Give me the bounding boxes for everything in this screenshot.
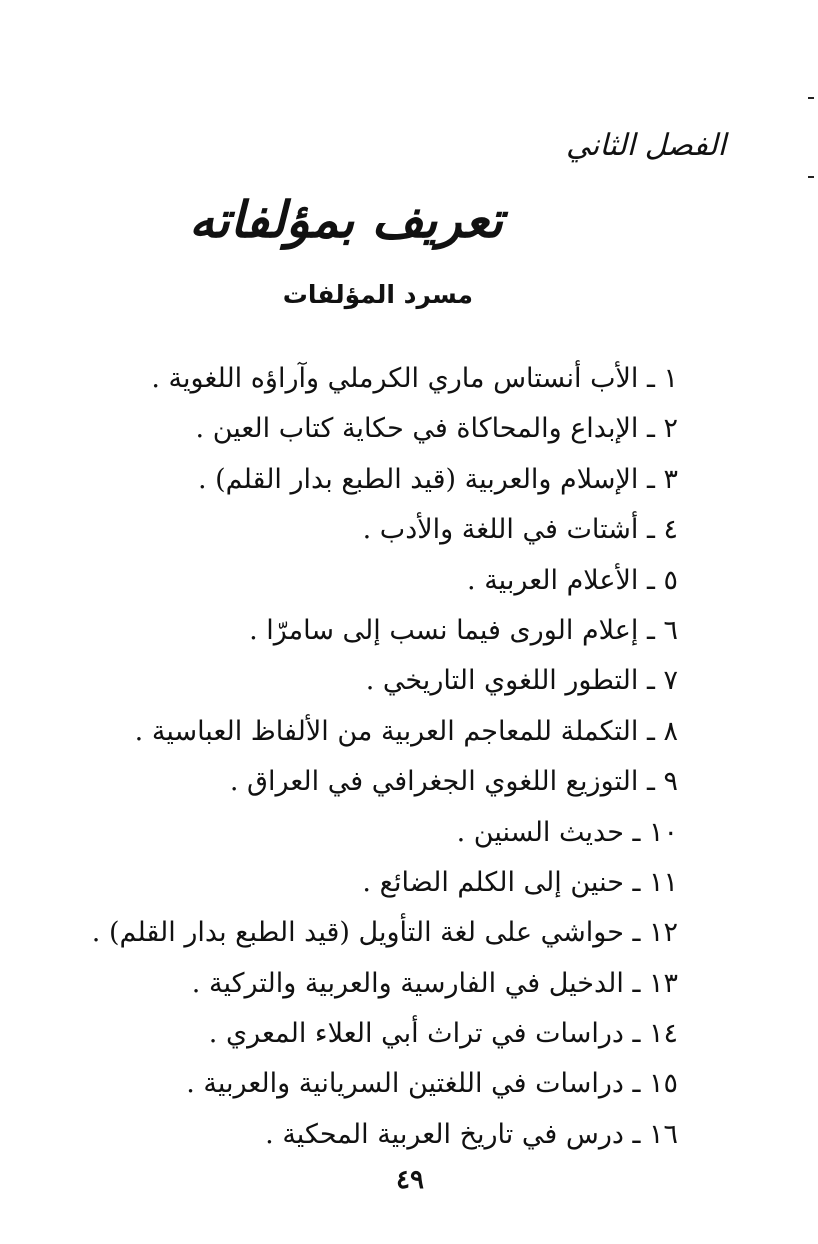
list-item: ١ ـ الأب أنستاس ماري الكرملي وآراؤه اللغوية . xyxy=(151,363,678,394)
list-item: ٢ ـ الإبداع والمحاكاة في حكاية كتاب العين . xyxy=(195,413,678,445)
section-heading: مسرد المؤلفات xyxy=(282,280,473,309)
list-item: ٨ ـ التكملة للمعاجم العربية من الألفاظ العباسية . xyxy=(134,715,678,747)
list-item: ١٣ ـ الدخيل في الفارسية والعربية والتركية . xyxy=(191,967,678,999)
list-item: ١٥ ـ دراسات في اللغتين السريانية والعربية . xyxy=(186,1068,678,1100)
page-number: ٤٩ xyxy=(396,1165,424,1195)
chapter-title: تعريف بمؤلفاته xyxy=(189,190,503,249)
chapter-label: الفصل الثاني xyxy=(566,128,726,163)
list-item: ١٢ ـ حواشي على لغة التأويل (قيد الطبع بدار القلم) . xyxy=(91,917,678,949)
list-item: ٤ ـ أشتات في اللغة والأدب . xyxy=(362,514,678,546)
margin-mark xyxy=(808,176,814,178)
margin-mark xyxy=(808,97,814,99)
works-list xyxy=(91,354,678,1160)
list-item: ١٦ ـ درس في تاريخ العربية المحكية . xyxy=(265,1118,678,1150)
list-item: ٥ ـ الأعلام العربية . xyxy=(467,564,678,596)
list-item: ٣ ـ الإسلام والعربية (قيد الطبع بدار القلم) . xyxy=(197,463,678,495)
list-item: ٩ ـ التوزيع اللغوي الجغرافي في العراق . xyxy=(229,766,678,798)
list-item: ١١ ـ حنين إلى الكلم الضائع . xyxy=(362,866,678,898)
list-item: ٧ ـ التطور اللغوي التاريخي . xyxy=(365,665,678,697)
list-item: ١٤ ـ دراسات في تراث أبي العلاء المعري . xyxy=(208,1018,678,1050)
list-item: ١٠ ـ حديث السنين . xyxy=(456,816,678,848)
list-item: ٦ ـ إعلام الورى فيما نسب إلى سامرّا . xyxy=(249,614,678,646)
